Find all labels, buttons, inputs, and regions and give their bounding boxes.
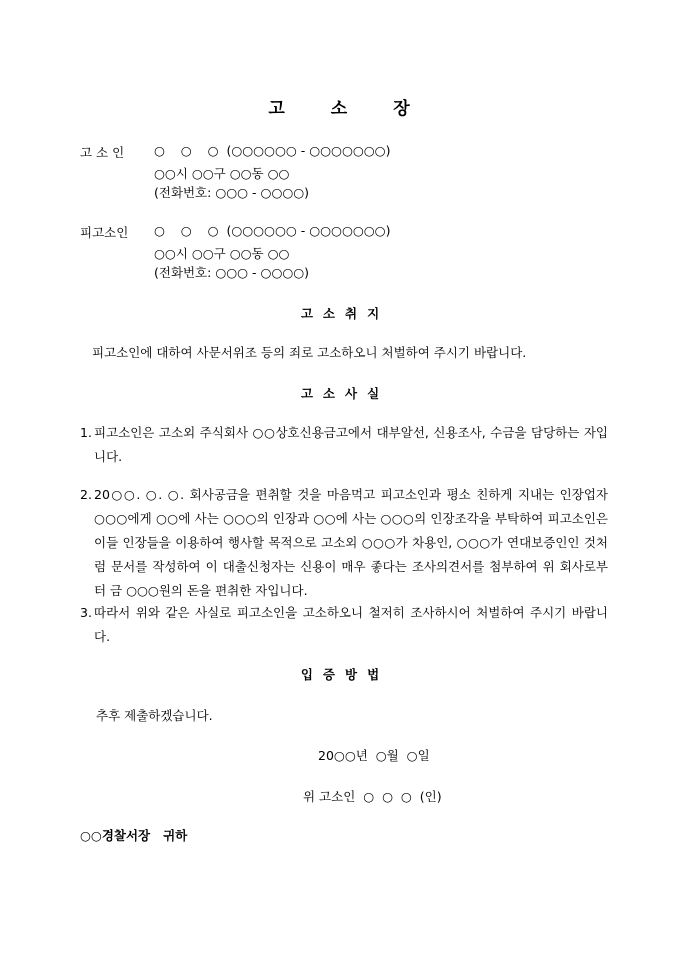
complainant-address: ○○시 ○○구 ○○동 ○○ — [154, 166, 290, 181]
complainant-phone: (전화번호: ○○○ - ○○○○) — [154, 185, 310, 200]
heading-char: 고 — [300, 386, 313, 401]
evidence-text: 추후 제출하겠습니다. — [96, 708, 213, 723]
heading-char: 증 — [322, 667, 335, 682]
title-char: 장 — [393, 99, 412, 119]
fact-number: 1. — [80, 425, 92, 440]
heading-char: 고 — [300, 306, 313, 321]
heading-char: 법 — [367, 667, 380, 682]
fact-text: 20○○. ○. ○. 회사공금을 편취할 것을 마음먹고 피고소인과 평소 친하게 지내는 인장업자 ○○○에게 ○○에 사는 ○○○의 인장과 ○○에 사는 ○○○의 인장조각을 부탁하여 피고소인은 이들 인장들을 이용하여 행사할 목적으로 고소외 ○○○가 차용인, ○○○가 연대보증인인 것처럼 문서를 작성하여 이 대출신청자는 신용이 매우 좋다는 조사의견서를 첨부하여 위 회사로부터 금 ○○○원의 돈을 편취한 자입니다. — [94, 487, 608, 598]
title-char: 고 — [268, 99, 287, 119]
defendant-label: 피고소인 — [80, 225, 129, 240]
defendant-address: ○○시 ○○구 ○○동 ○○ — [154, 246, 290, 261]
signature-line: 위 고소인 ○ ○ ○ (인) — [303, 789, 442, 804]
fact-item-3 — [80, 601, 608, 649]
fact-item-2 — [80, 483, 608, 603]
fact-text: 따라서 위와 같은 사실로 피고소인을 고소하오니 철저히 조사하시어 처벌하여 주시기 바랍니다. — [94, 605, 608, 644]
fact-text: 피고소인은 고소외 주식회사 ○○상호신용금고에서 대부알선, 신용조사, 수금을 담당하는 자입니다. — [94, 425, 608, 464]
heading-char: 소 — [322, 306, 335, 321]
addressee: ○○경찰서장 귀하 — [80, 828, 188, 843]
heading-char: 소 — [322, 386, 335, 401]
evidence-heading — [0, 665, 680, 683]
title-char: 소 — [330, 99, 350, 119]
fact-number: 3. — [80, 605, 92, 620]
heading-char: 실 — [367, 386, 380, 401]
defendant-name: ○ ○ ○ (○○○○○○ - ○○○○○○○) — [154, 223, 391, 238]
heading-char: 지 — [367, 306, 380, 321]
purpose-text: 피고소인에 대하여 사문서위조 등의 죄로 고소하오니 처벌하여 주시기 바랍니다. — [92, 345, 527, 360]
document-title — [0, 94, 680, 119]
purpose-heading — [0, 304, 680, 322]
defendant-phone: (전화번호: ○○○ - ○○○○) — [154, 265, 310, 280]
document-date: 20○○년 ○월 ○일 — [318, 748, 430, 763]
complainant-name: ○ ○ ○ (○○○○○○ - ○○○○○○○) — [154, 143, 391, 158]
heading-char: 취 — [345, 306, 358, 321]
heading-char: 입 — [300, 667, 313, 682]
fact-item-1 — [80, 421, 608, 469]
heading-char: 방 — [345, 667, 358, 682]
facts-heading — [0, 384, 680, 402]
complainant-label: 고 소 인 — [80, 145, 125, 160]
fact-number: 2. — [80, 487, 92, 502]
heading-char: 사 — [345, 386, 358, 401]
